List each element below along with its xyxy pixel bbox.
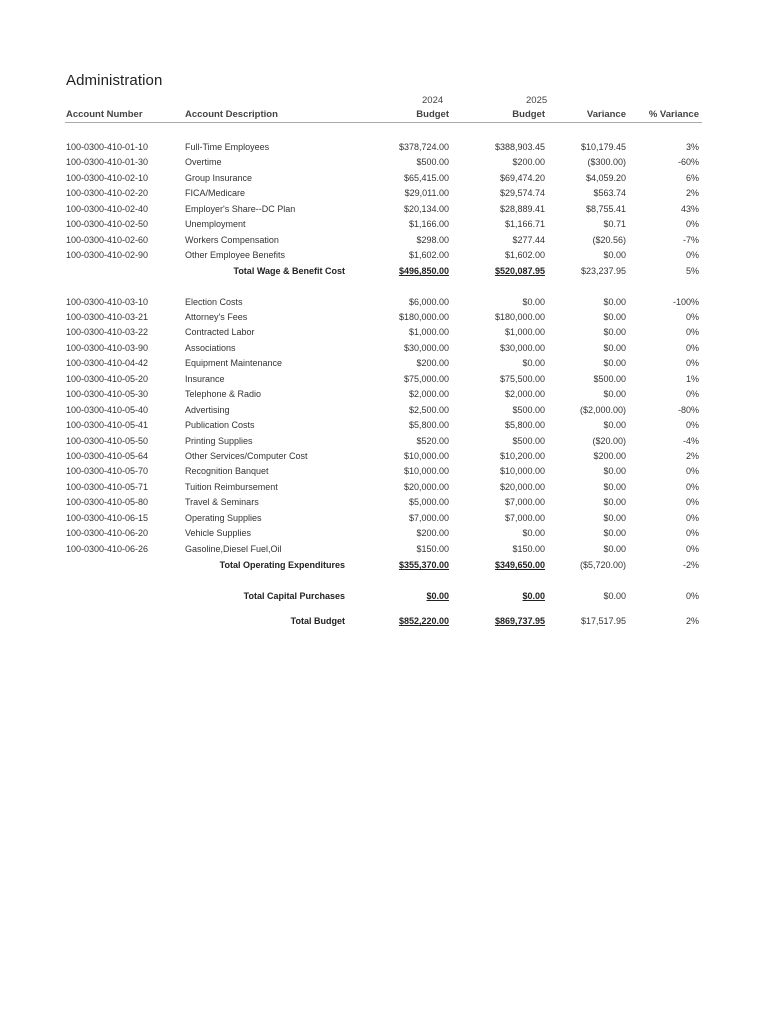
variance-cell: $0.00 <box>603 528 626 539</box>
pct-variance-cell: 0% <box>685 250 699 261</box>
budget-2025-cell: $0.00 <box>522 528 545 539</box>
pct-variance-cell: -60% <box>677 157 699 168</box>
account-number-cell: 100-0300-410-05-40 <box>66 404 149 415</box>
pct-variance-cell: 0% <box>685 389 699 400</box>
budget-2024-cell: $6,000.00 <box>408 296 449 307</box>
budget-2025-cell: $1,602.00 <box>504 250 545 261</box>
budget-2025-cell: $1,166.71 <box>504 219 545 230</box>
total-budget-2024: $355,370.00 <box>398 560 449 570</box>
total-pct-variance: 0% <box>685 591 699 601</box>
account-description-cell: Full-Time Employees <box>185 142 270 152</box>
total-budget-2025: $349,650.00 <box>494 560 545 570</box>
variance-cell: $0.00 <box>603 420 626 431</box>
table-row <box>0 449 768 463</box>
budget-2025-cell: $10,000.00 <box>499 466 545 477</box>
pct-variance-cell: 43% <box>680 203 699 214</box>
account-number-cell: 100-0300-410-05-30 <box>66 389 149 400</box>
header-budget-2024: Budget <box>416 109 449 120</box>
pct-variance-cell: 1% <box>685 373 699 384</box>
budget-2025-cell: $28,889.41 <box>499 203 545 214</box>
account-description-cell: Gasoline,Diesel Fuel,Oil <box>185 543 282 554</box>
total-budget-2024: $0.00 <box>426 591 449 601</box>
account-number-cell: 100-0300-410-05-50 <box>66 435 149 446</box>
variance-cell: $0.00 <box>603 481 626 492</box>
budget-2025-cell: $10,200.00 <box>499 451 545 461</box>
variance-cell: $0.71 <box>603 219 626 230</box>
table-row <box>0 310 768 324</box>
budget-2024-cell: $20,134.00 <box>403 203 449 214</box>
budget-2024-cell: $65,415.00 <box>403 172 449 183</box>
variance-cell: $0.00 <box>603 296 626 307</box>
account-number-cell: 100-0300-410-05-20 <box>66 373 149 384</box>
budget-2024-cell: $30,000.00 <box>403 342 449 353</box>
variance-cell: $10,179.45 <box>580 142 626 152</box>
variance-cell: $0.00 <box>603 389 626 400</box>
pct-variance-cell: 0% <box>685 311 699 322</box>
budget-2025-cell: $500.00 <box>512 435 545 446</box>
table-row <box>0 542 768 556</box>
budget-2024-cell: $200.00 <box>416 358 449 369</box>
budget-2024-cell: $2,500.00 <box>408 404 449 415</box>
account-number-cell: 100-0300-410-03-90 <box>66 342 149 353</box>
budget-2025-cell: $388,903.45 <box>494 142 545 152</box>
account-description-cell: Associations <box>185 342 236 353</box>
budget-2024-cell: $200.00 <box>416 528 449 539</box>
budget-2024-cell: $2,000.00 <box>408 389 449 400</box>
account-number-cell: 100-0300-410-02-50 <box>66 219 149 230</box>
account-description-cell: Vehicle Supplies <box>185 528 252 539</box>
column-header-row <box>65 109 702 123</box>
budget-2025-cell: $180,000.00 <box>494 311 545 322</box>
account-description-cell: Recognition Banquet <box>185 466 269 477</box>
pct-variance-cell: 0% <box>685 543 699 554</box>
budget-2024-cell: $5,000.00 <box>408 497 449 508</box>
table-row <box>0 186 768 200</box>
budget-2024-cell: $7,000.00 <box>408 512 449 523</box>
budget-2024-cell: $150.00 <box>416 543 449 554</box>
variance-cell: ($20.56) <box>592 234 626 245</box>
pct-variance-cell: -80% <box>677 404 699 415</box>
account-description-cell: Overtime <box>185 157 222 168</box>
pct-variance-cell: -4% <box>682 435 699 446</box>
table-row <box>0 171 768 185</box>
account-description-cell: Printing Supplies <box>185 435 253 446</box>
pct-variance-cell: 6% <box>685 172 699 183</box>
account-description-cell: Group Insurance <box>185 172 253 183</box>
total-budget-2024: $496,850.00 <box>398 266 449 276</box>
budget-2025-cell: $29,574.74 <box>499 188 545 199</box>
budget-2024-cell: $75,000.00 <box>403 373 449 384</box>
budget-2025-cell: $7,000.00 <box>504 497 545 508</box>
account-number-cell: 100-0300-410-05-70 <box>66 466 149 477</box>
account-description-cell: Equipment Maintenance <box>185 358 283 369</box>
budget-2024-cell: $298.00 <box>416 234 449 245</box>
budget-2025-cell: $0.00 <box>522 358 545 369</box>
account-description-cell: Operating Supplies <box>185 512 262 523</box>
variance-cell: $0.00 <box>603 512 626 523</box>
pct-variance-cell: 3% <box>685 142 699 152</box>
account-number-cell: 100-0300-410-04-42 <box>66 358 149 369</box>
pct-variance-cell: 0% <box>685 219 699 230</box>
total-variance: $17,517.95 <box>580 616 626 626</box>
account-number-cell: 100-0300-410-01-10 <box>66 142 149 152</box>
budget-2025-cell: $500.00 <box>512 404 545 415</box>
account-number-cell: 100-0300-410-06-26 <box>66 543 149 554</box>
account-number-cell: 100-0300-410-02-20 <box>66 188 149 199</box>
table-row <box>0 325 768 339</box>
budget-2024-cell: $520.00 <box>416 435 449 446</box>
budget-2024-cell: $500.00 <box>416 157 449 168</box>
total-pct-variance: 5% <box>685 266 699 276</box>
budget-2025-cell: $30,000.00 <box>499 342 545 353</box>
budget-2025-cell: $1,000.00 <box>504 327 545 338</box>
budget-2024-cell: $378,724.00 <box>398 142 449 152</box>
account-number-cell: 100-0300-410-05-71 <box>66 481 149 492</box>
account-number-cell: 100-0300-410-01-30 <box>66 157 149 168</box>
table-row <box>0 356 768 370</box>
pct-variance-cell: 0% <box>685 497 699 508</box>
total-budget-2025: $869,737.95 <box>494 616 545 626</box>
total-label: Total Wage & Benefit Cost <box>233 266 345 276</box>
variance-cell: $0.00 <box>603 466 626 477</box>
account-number-cell: 100-0300-410-05-64 <box>66 451 149 461</box>
pct-variance-cell: 0% <box>685 327 699 338</box>
total-label: Total Operating Expenditures <box>219 560 345 570</box>
account-description-cell: Tuition Reimbursement <box>185 481 278 492</box>
grand-total-row <box>0 614 768 628</box>
account-number-cell: 100-0300-410-02-10 <box>66 172 149 183</box>
account-number-cell: 100-0300-410-06-15 <box>66 512 149 523</box>
table-row <box>0 434 768 448</box>
header-budget-2025: Budget <box>512 109 545 120</box>
header-account-number: Account Number <box>66 109 143 120</box>
account-description-cell: Workers Compensation <box>185 234 279 245</box>
capital-total-row <box>0 589 768 603</box>
budget-2024-cell: $29,011.00 <box>404 188 449 199</box>
total-pct-variance: 2% <box>685 616 699 626</box>
variance-cell: $0.00 <box>603 497 626 508</box>
pct-variance-cell: 0% <box>685 512 699 523</box>
table-row <box>0 217 768 231</box>
budget-2024-cell: $1,602.00 <box>408 250 449 261</box>
budget-2024-cell: $180,000.00 <box>398 311 449 322</box>
account-number-cell: 100-0300-410-02-60 <box>66 234 149 245</box>
variance-cell: ($300.00) <box>587 157 626 168</box>
total-pct-variance: -2% <box>682 560 699 570</box>
wage-total-row <box>0 264 768 278</box>
account-number-cell: 100-0300-410-02-40 <box>66 203 149 214</box>
page-title: Administration <box>66 72 163 89</box>
variance-cell: $0.00 <box>603 342 626 353</box>
account-description-cell: Attorney's Fees <box>185 311 248 322</box>
budget-2025-cell: $5,800.00 <box>504 420 545 431</box>
pct-variance-cell: 0% <box>685 528 699 539</box>
budget-2024-cell: $1,000.00 <box>408 327 449 338</box>
account-description-cell: Election Costs <box>185 296 243 307</box>
table-row <box>0 248 768 262</box>
table-row <box>0 341 768 355</box>
table-row <box>0 295 768 309</box>
variance-cell: $563.74 <box>593 188 626 199</box>
header-pct-variance: % Variance <box>648 109 699 120</box>
pct-variance-cell: 0% <box>685 481 699 492</box>
account-description-cell: Other Employee Benefits <box>185 250 286 261</box>
total-label: Total Capital Purchases <box>243 591 345 601</box>
account-description-cell: Advertising <box>185 404 230 415</box>
year-2025-label: 2025 <box>526 95 548 106</box>
pct-variance-cell: 0% <box>685 358 699 369</box>
variance-cell: $0.00 <box>603 358 626 369</box>
account-number-cell: 100-0300-410-06-20 <box>66 528 149 539</box>
account-number-cell: 100-0300-410-03-10 <box>66 296 149 307</box>
table-row <box>0 418 768 432</box>
budget-2025-cell: $277.44 <box>512 234 545 245</box>
variance-cell: $8,755.41 <box>585 203 626 214</box>
table-row <box>0 403 768 417</box>
header-variance: Variance <box>586 109 626 120</box>
account-description-cell: Employer's Share--DC Plan <box>185 203 296 214</box>
budget-2025-cell: $0.00 <box>522 296 545 307</box>
budget-2025-cell: $20,000.00 <box>499 481 545 492</box>
total-variance: ($5,720.00) <box>579 560 626 570</box>
budget-2024-cell: $5,800.00 <box>408 420 449 431</box>
budget-2025-cell: $150.00 <box>512 543 545 554</box>
table-row <box>0 480 768 494</box>
pct-variance-cell: 0% <box>685 466 699 477</box>
account-number-cell: 100-0300-410-03-22 <box>66 327 149 338</box>
account-description-cell: FICA/Medicare <box>185 188 246 199</box>
table-row <box>0 372 768 386</box>
total-budget-2024: $852,220.00 <box>398 616 449 626</box>
table-row <box>0 526 768 540</box>
pct-variance-cell: 0% <box>685 420 699 431</box>
variance-cell: $0.00 <box>603 311 626 322</box>
variance-cell: $4,059.20 <box>585 172 626 183</box>
pct-variance-cell: 2% <box>685 451 699 461</box>
variance-cell: $0.00 <box>603 543 626 554</box>
total-budget-2025: $0.00 <box>522 591 545 601</box>
account-number-cell: 100-0300-410-05-41 <box>66 420 149 431</box>
header-account-description: Account Description <box>185 109 278 120</box>
account-number-cell: 100-0300-410-05-80 <box>66 497 149 508</box>
budget-2024-cell: $10,000.00 <box>403 466 449 477</box>
table-row <box>0 202 768 216</box>
total-budget-2025: $520,087.95 <box>494 266 545 276</box>
account-description-cell: Travel & Seminars <box>185 497 259 508</box>
budget-2024-cell: $20,000.00 <box>403 481 449 492</box>
table-row <box>0 155 768 169</box>
total-label: Total Budget <box>290 616 345 626</box>
variance-cell: $500.00 <box>593 373 626 384</box>
table-row <box>0 233 768 247</box>
budget-2025-cell: $75,500.00 <box>499 373 545 384</box>
account-description-cell: Insurance <box>185 373 225 384</box>
table-row <box>0 511 768 525</box>
pct-variance-cell: -100% <box>672 296 699 307</box>
year-header-row <box>0 95 768 107</box>
budget-2024-cell: $10,000.00 <box>403 451 449 461</box>
variance-cell: $200.00 <box>593 451 626 461</box>
budget-2025-cell: $69,474.20 <box>499 172 545 183</box>
account-description-cell: Other Services/Computer Cost <box>185 451 308 461</box>
pct-variance-cell: -7% <box>682 234 699 245</box>
account-number-cell: 100-0300-410-02-90 <box>66 250 149 261</box>
account-number-cell: 100-0300-410-03-21 <box>66 311 149 322</box>
table-row <box>0 140 768 154</box>
account-description-cell: Publication Costs <box>185 420 255 431</box>
account-description-cell: Contracted Labor <box>185 327 255 338</box>
variance-cell: ($20.00) <box>592 435 626 446</box>
variance-cell: ($2,000.00) <box>579 404 626 415</box>
total-variance: $0.00 <box>603 591 626 601</box>
table-row <box>0 495 768 509</box>
budget-2025-cell: $200.00 <box>512 157 545 168</box>
variance-cell: $0.00 <box>603 327 626 338</box>
budget-2025-cell: $7,000.00 <box>504 512 545 523</box>
table-row <box>0 464 768 478</box>
pct-variance-cell: 2% <box>685 188 699 199</box>
variance-cell: $0.00 <box>603 250 626 261</box>
year-2024-label: 2024 <box>422 95 444 106</box>
account-description-cell: Unemployment <box>185 219 246 230</box>
pct-variance-cell: 0% <box>685 342 699 353</box>
budget-2025-cell: $2,000.00 <box>504 389 545 400</box>
table-row <box>0 387 768 401</box>
budget-2024-cell: $1,166.00 <box>408 219 449 230</box>
operating-total-row <box>0 558 768 572</box>
total-variance: $23,237.95 <box>580 266 626 276</box>
account-description-cell: Telephone & Radio <box>185 389 262 400</box>
